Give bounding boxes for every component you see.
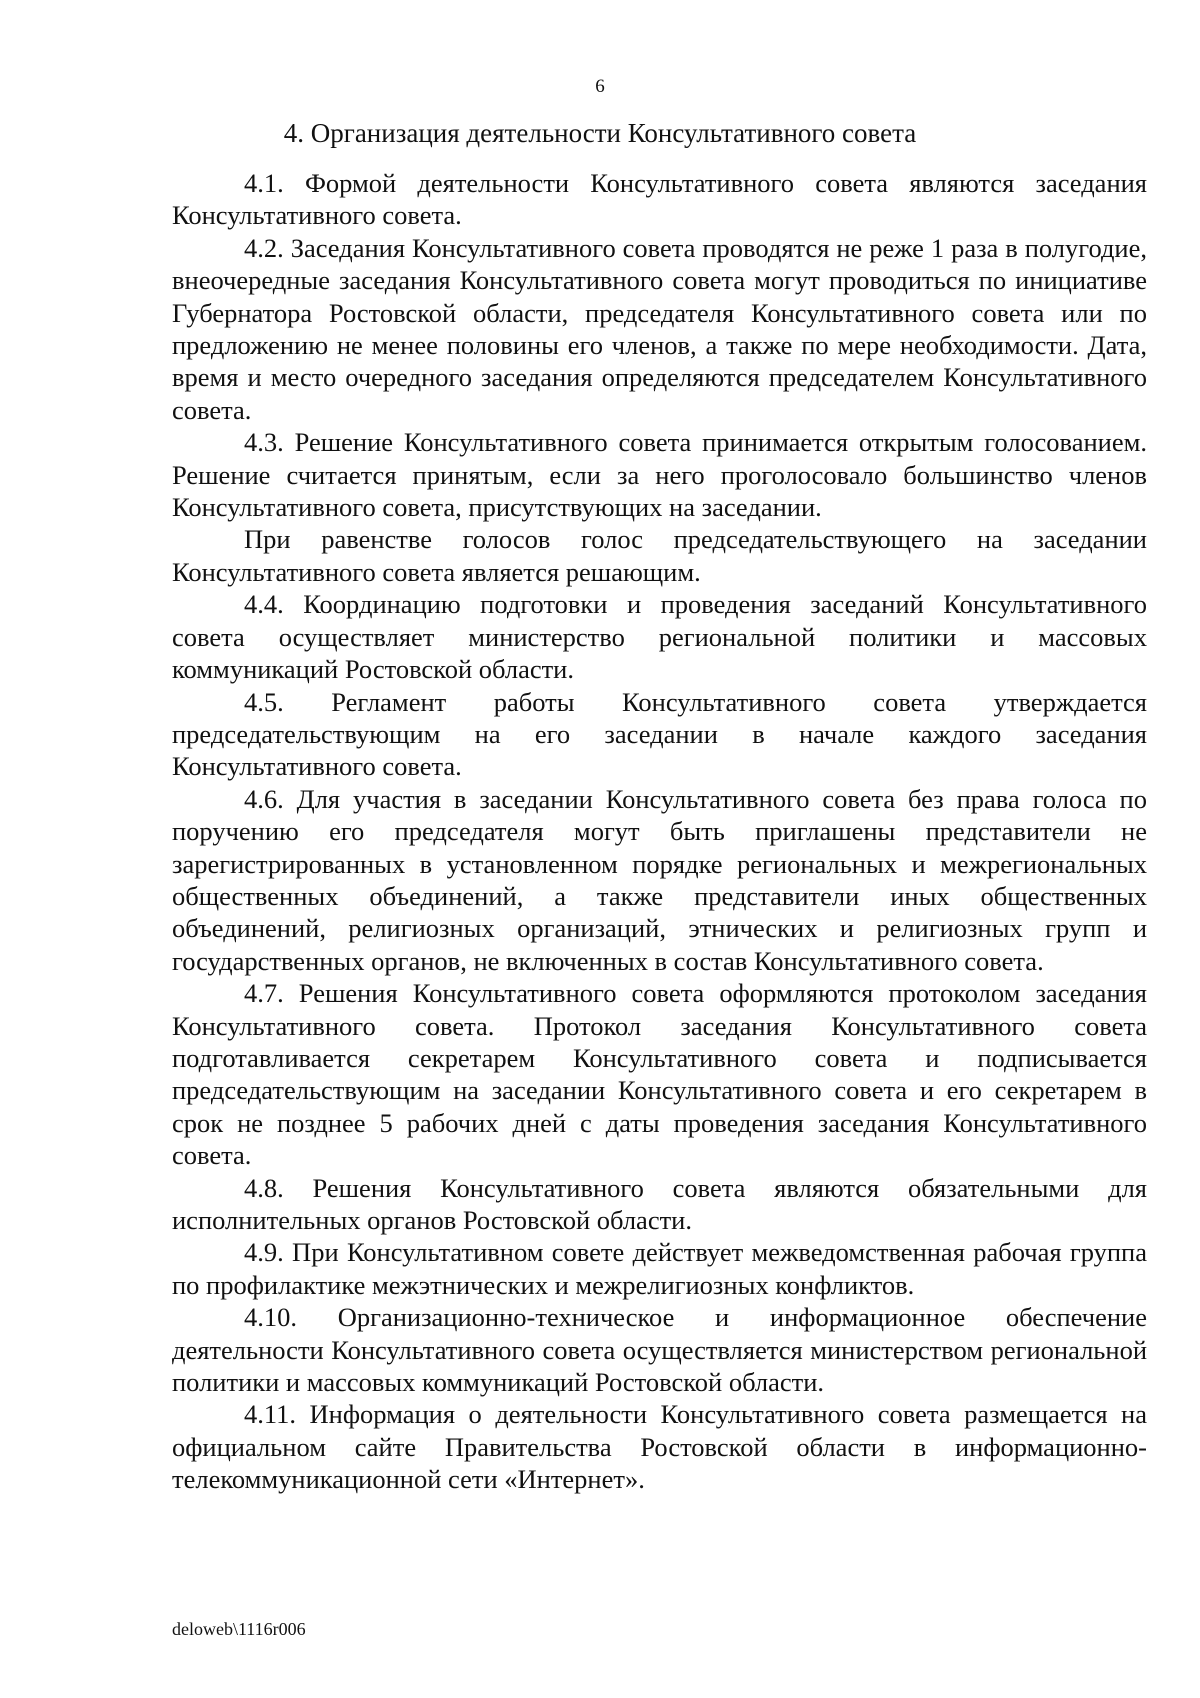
section-title: 4. Организация деятельности Консультативного совета [283,118,917,148]
paragraph-4-4: 4.4. Координацию подготовки и проведения заседаний Консультативного совета осуществляет министерство региональной политики и массовых коммуникаций Ростовской области. [172,589,1147,685]
paragraph-4-6: 4.6. Для участия в заседании Консультативного совета без права голоса по поручению его председателя могут быть приглашены представители не зарегистрированных в установленном порядке региональных и межрегиональных общественных объединений, а также представители иных общественных объединений, религиозных организаций, этнических и религиозных групп и государственных органов, не включенных в состав Консультативного совета. [172,783,1147,976]
page-number: 6 [595,76,605,97]
document-body [172,167,1147,1496]
paragraph-4-3: 4.3. Решение Консультативного совета принимается открытым голосованием. Решение считается принятым, если за него проголосовало большинство членов Консультативного совета, присутствующих на заседании. [172,427,1147,523]
paragraph-4-5: 4.5. Регламент работы Консультативного совета утверждается председательствующим на его заседании в начале каждого заседания Консультативного совета. [172,686,1147,782]
paragraph-4-1: 4.1. Формой деятельности Консультативного совета являются заседания Консультативного совета. [172,168,1147,231]
paragraph-4-2: 4.2. Заседания Консультативного совета проводятся не реже 1 раза в полугодие, внеочередные заседания Консультативного совета могут проводиться по инициативе Губернатора Ростовской области, председателя Консультативного совета или по предложению не менее половины его членов, а также по мере необходимости. Дата, время и место очередного заседания определяются председателем Консультативного совета. [172,232,1147,425]
document-footer-code: deloweb\1116r006 [172,1619,306,1639]
paragraph-4-9: 4.9. При Консультативном совете действует межведомственная рабочая группа по профилактике межэтнических и межрелигиозных конфликтов. [172,1237,1147,1300]
paragraph-4-7: 4.7. Решения Консультативного совета оформляются протоколом заседания Консультативного совета. Протокол заседания Консультативного совета подготавливается секретарем Консультативного совета и подписывается председательствующим на заседании Консультативного совета и его секретарем в срок не позднее 5 рабочих дней с даты проведения заседания Консультативного совета. [172,978,1147,1171]
paragraph-4-11: 4.11. Информация о деятельности Консультативного совета размещается на официальном сайте Правительства Ростовской области в информационно-телекоммуникационной сети «Интернет». [172,1399,1147,1495]
paragraph-4-10: 4.10. Организационно-техническое и информационное обеспечение деятельности Консультативного совета осуществляется министерством региональной политики и массовых коммуникаций Ростовской области. [172,1302,1147,1398]
paragraph-4-3-tie-vote: При равенстве голосов голос председательствующего на заседании Консультативного совета является решающим. [172,524,1147,587]
paragraph-4-8: 4.8. Решения Консультативного совета являются обязательными для исполнительных органов Ростовской области. [172,1172,1147,1235]
